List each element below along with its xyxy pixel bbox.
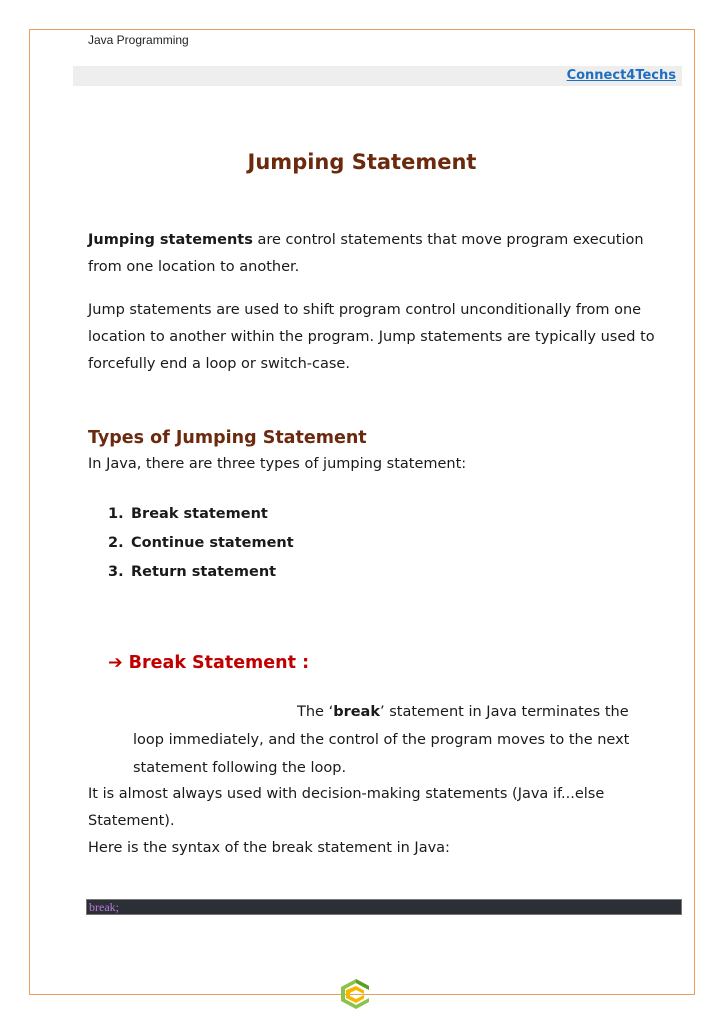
intro-paragraph bbox=[88, 227, 668, 281]
types-heading: Types of Jumping Statement bbox=[88, 428, 367, 448]
site-link[interactable]: Connect4Techs bbox=[566, 68, 676, 83]
header-band bbox=[73, 66, 682, 86]
arrow-right-icon: ➔ bbox=[108, 653, 123, 673]
intro-paragraph-2: Jump statements are used to shift program control unconditionally from one location to another within the program. Jump statements are typically used to forcefully end a loop or switch-case. bbox=[88, 302, 655, 372]
list-label: Break statement bbox=[131, 506, 268, 522]
intro-definition: are control statements that move program execution from one location to another. bbox=[88, 232, 644, 275]
code-line: break; bbox=[89, 900, 119, 914]
break-desc-prefix: The ‘ bbox=[297, 704, 334, 720]
break-details bbox=[88, 781, 668, 862]
code-block bbox=[86, 899, 682, 915]
types-list bbox=[108, 503, 294, 590]
types-intro: In Java, there are three types of jumping statement: bbox=[88, 456, 467, 472]
list-number: 2. bbox=[108, 535, 124, 551]
connect4techs-logo-icon bbox=[340, 978, 372, 1010]
list-item bbox=[108, 532, 294, 561]
list-item bbox=[108, 561, 294, 590]
break-keyword: break bbox=[333, 704, 380, 720]
list-label: Return statement bbox=[131, 564, 277, 580]
page-title: Jumping Statement bbox=[247, 150, 477, 174]
break-desc-suffix: ’ statement in Java terminates the loop immediately, and the control of the program moves to the next statement following the loop. bbox=[133, 704, 630, 776]
running-header: Java Programming bbox=[88, 33, 189, 47]
list-number: 1. bbox=[108, 506, 124, 522]
break-heading-text: Break Statement : bbox=[128, 653, 310, 673]
intro-term: Jumping statements bbox=[88, 232, 253, 248]
list-item bbox=[108, 503, 294, 532]
break-syntax-intro: Here is the syntax of the break statement in Java: bbox=[88, 840, 450, 856]
break-heading bbox=[108, 653, 309, 673]
list-number: 3. bbox=[108, 564, 124, 580]
list-label: Continue statement bbox=[131, 535, 294, 551]
break-description bbox=[133, 698, 653, 782]
break-usage-line: It is almost always used with decision-making statements (Java if...else Statement). bbox=[88, 786, 605, 829]
